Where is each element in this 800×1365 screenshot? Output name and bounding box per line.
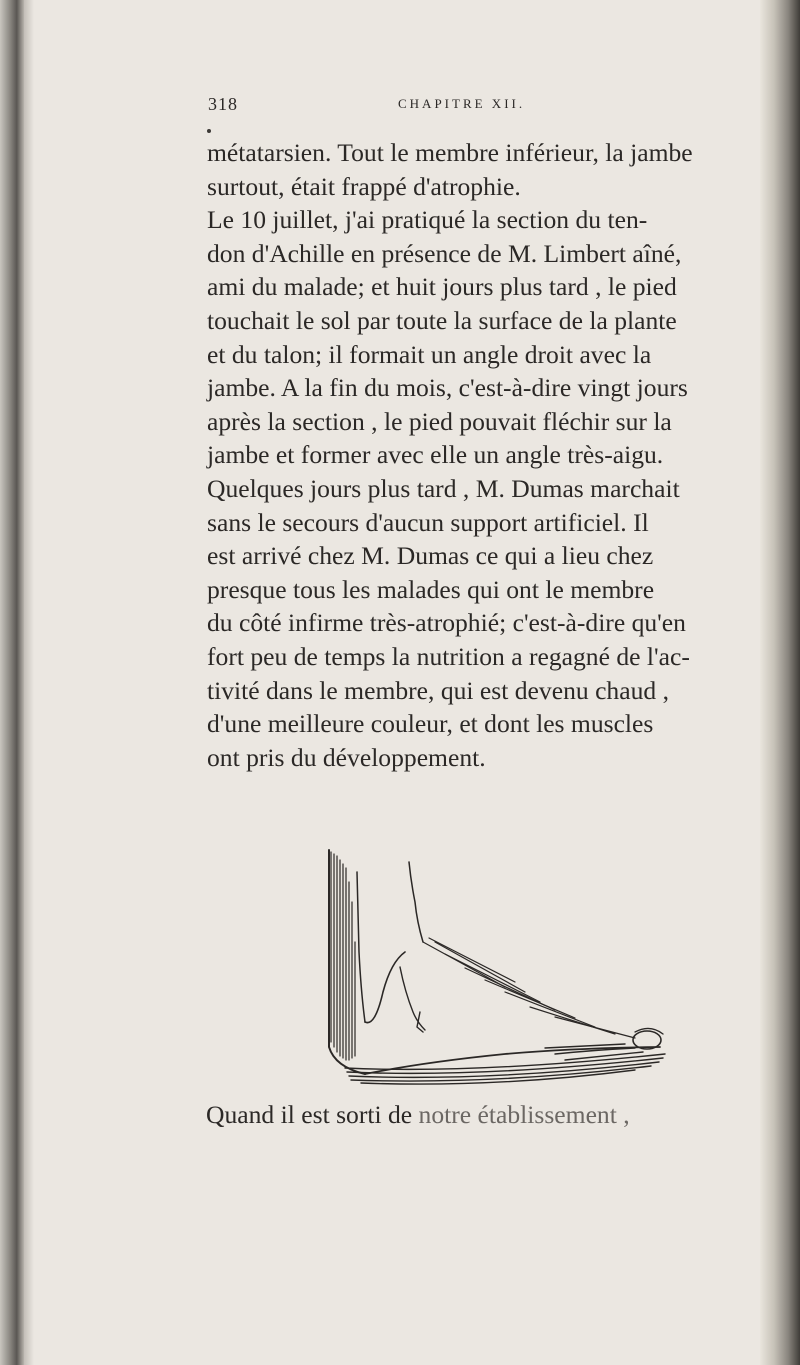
text-line: est arrivé chez M. Dumas ce qui a lieu chez bbox=[207, 541, 654, 571]
text-line: métatarsien. Tout le membre inférieur, la jambe bbox=[207, 138, 693, 167]
text-line: surtout, était frappé d'atrophie. bbox=[207, 171, 521, 201]
text-line: et du talon; il formait un angle droit avec la bbox=[207, 339, 652, 369]
text-line: fort peu de temps la nutrition a regagné de l'ac- bbox=[207, 641, 690, 671]
printer-mark bbox=[207, 129, 211, 133]
running-head bbox=[208, 94, 668, 118]
text-line: ont pris du développement. bbox=[207, 742, 486, 772]
text-line: tivité dans le membre, qui est devenu chaud , bbox=[207, 675, 669, 705]
body-text bbox=[207, 136, 767, 774]
text-line: ami du malade; et huit jours plus tard , le pied bbox=[207, 272, 677, 302]
text-line: jambe. A la fin du mois, c'est-à-dire vingt jours bbox=[207, 373, 688, 403]
text-line: Quelques jours plus tard , M. Dumas marchait bbox=[207, 473, 680, 503]
catchline bbox=[206, 1100, 630, 1130]
foot-engraving-icon bbox=[305, 842, 675, 1092]
page-number: 318 bbox=[208, 94, 238, 114]
text-line: jambe et former avec elle un angle très-aigu. bbox=[207, 440, 664, 470]
text-line: don d'Achille en présence de M. Limbert aîné, bbox=[207, 238, 682, 268]
text-line: presque tous les malades qui ont le membre bbox=[207, 574, 655, 604]
text-line: d'une meilleure couleur, et dont les muscles bbox=[207, 709, 654, 739]
chapter-title: CHAPITRE XII. bbox=[398, 96, 526, 111]
text-line: touchait le sol par toute la surface de la plante bbox=[207, 305, 677, 335]
book-binding-shadow bbox=[0, 0, 24, 1365]
catchline-faded-text: notre établissement , bbox=[418, 1100, 630, 1129]
text-line: après la section , le pied pouvait fléchir sur la bbox=[207, 406, 672, 436]
text-line: du côté infirme très-atrophié; c'est-à-dire qu'en bbox=[207, 608, 686, 638]
catchline-text: Quand il est sorti de bbox=[206, 1100, 413, 1129]
text-line: Le 10 juillet, j'ai pratiqué la section du ten- bbox=[207, 205, 648, 235]
text-line: sans le secours d'aucun support artificiel. Il bbox=[207, 507, 649, 537]
